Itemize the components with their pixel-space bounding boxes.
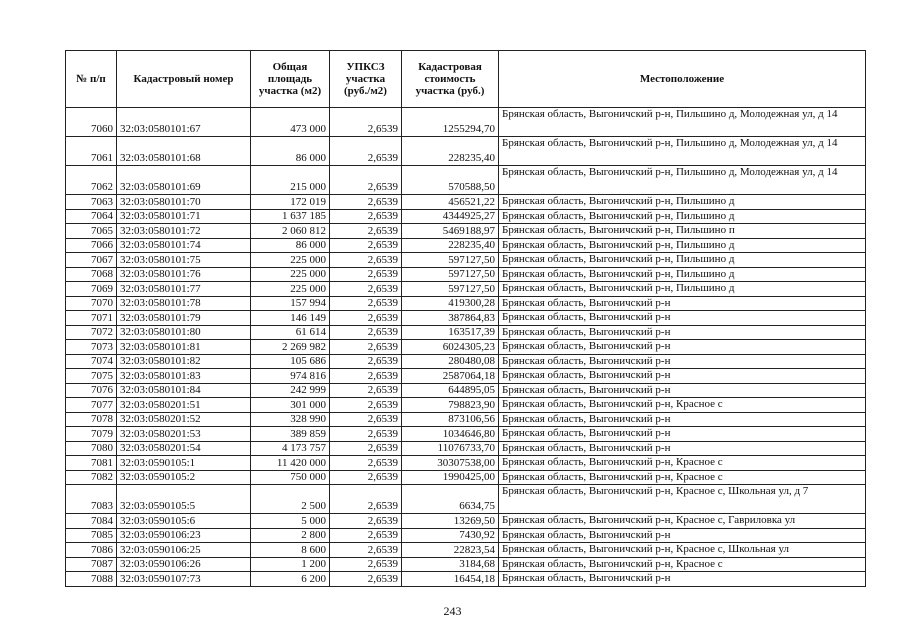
location-cell: Брянская область, Выгоничский р-н, Красное с (499, 398, 866, 413)
table-row (66, 311, 866, 326)
cadastral-number-cell: 32:03:0590106:26 (117, 557, 251, 572)
header-upksz: УПКСЗ участка (руб./м2) (330, 51, 402, 108)
row-number-cell: 7087 (66, 557, 117, 572)
upksz-cell: 2,6539 (330, 557, 402, 572)
table-row (66, 238, 866, 253)
row-number-cell: 7084 (66, 514, 117, 529)
header-area: Общая площадь участка (м2) (251, 51, 330, 108)
location-cell: Брянская область, Выгоничский р-н, Пильшино д (499, 238, 866, 253)
cadastral-cost-cell: 2587064,18 (402, 369, 499, 384)
cadastral-cost-cell: 6024305,23 (402, 340, 499, 355)
table-row (66, 267, 866, 282)
cadastral-cost-cell: 1034646,80 (402, 427, 499, 442)
table-row (66, 369, 866, 384)
location-cell: Брянская область, Выгоничский р-н (499, 354, 866, 369)
location-cell: Брянская область, Выгоничский р-н, Пильшино д, Молодежная ул, д 14 (499, 137, 866, 166)
area-cell: 11 420 000 (251, 456, 330, 471)
area-cell: 301 000 (251, 398, 330, 413)
area-cell: 172 019 (251, 195, 330, 210)
upksz-cell: 2,6539 (330, 108, 402, 137)
cadastral-number-cell: 32:03:0580101:72 (117, 224, 251, 239)
cadastral-number-cell: 32:03:0590105:2 (117, 470, 251, 485)
cadastral-cost-cell: 16454,18 (402, 572, 499, 587)
cadastral-cost-cell: 22823,54 (402, 543, 499, 558)
upksz-cell: 2,6539 (330, 325, 402, 340)
area-cell: 157 994 (251, 296, 330, 311)
area-cell: 1 200 (251, 557, 330, 572)
table-row (66, 470, 866, 485)
area-cell: 61 614 (251, 325, 330, 340)
cadastral-number-cell: 32:03:0580101:83 (117, 369, 251, 384)
upksz-cell: 2,6539 (330, 412, 402, 427)
upksz-cell: 2,6539 (330, 238, 402, 253)
upksz-cell: 2,6539 (330, 441, 402, 456)
area-cell: 1 637 185 (251, 209, 330, 224)
table-row (66, 398, 866, 413)
header-num: № п/п (66, 51, 117, 108)
row-number-cell: 7082 (66, 470, 117, 485)
cadastral-number-cell: 32:03:0580201:53 (117, 427, 251, 442)
cadastral-number-cell: 32:03:0580101:74 (117, 238, 251, 253)
upksz-cell: 2,6539 (330, 456, 402, 471)
upksz-cell: 2,6539 (330, 383, 402, 398)
area-cell: 389 859 (251, 427, 330, 442)
row-number-cell: 7066 (66, 238, 117, 253)
area-cell: 2 500 (251, 485, 330, 514)
cadastral-number-cell: 32:03:0580101:84 (117, 383, 251, 398)
cadastral-number-cell: 32:03:0580101:75 (117, 253, 251, 268)
cadastral-cost-cell: 597127,50 (402, 282, 499, 297)
table-row (66, 195, 866, 210)
row-number-cell: 7081 (66, 456, 117, 471)
cadastral-number-cell: 32:03:0580101:80 (117, 325, 251, 340)
upksz-cell: 2,6539 (330, 282, 402, 297)
cadastral-cost-cell: 1990425,00 (402, 470, 499, 485)
upksz-cell: 2,6539 (330, 209, 402, 224)
cadastral-number-cell: 32:03:0580201:52 (117, 412, 251, 427)
page-number: 243 (443, 604, 462, 618)
upksz-cell: 2,6539 (330, 572, 402, 587)
location-cell: Брянская область, Выгоничский р-н, Пильшино д, Молодежная ул, д 14 (499, 166, 866, 195)
area-cell: 2 060 812 (251, 224, 330, 239)
cadastral-number-cell: 32:03:0580201:54 (117, 441, 251, 456)
row-number-cell: 7072 (66, 325, 117, 340)
cadastral-number-cell: 32:03:0580101:69 (117, 166, 251, 195)
cadastral-number-cell: 32:03:0580101:79 (117, 311, 251, 326)
upksz-cell: 2,6539 (330, 543, 402, 558)
upksz-cell: 2,6539 (330, 195, 402, 210)
cadastral-cost-cell: 1255294,70 (402, 108, 499, 137)
upksz-cell: 2,6539 (330, 296, 402, 311)
cadastral-cost-cell: 7430,92 (402, 528, 499, 543)
cadastral-cost-cell: 597127,50 (402, 267, 499, 282)
area-cell: 8 600 (251, 543, 330, 558)
cadastral-number-cell: 32:03:0580201:51 (117, 398, 251, 413)
area-cell: 4 173 757 (251, 441, 330, 456)
location-cell: Брянская область, Выгоничский р-н, Красное с, Школьная ул (499, 543, 866, 558)
location-cell: Брянская область, Выгоничский р-н (499, 383, 866, 398)
upksz-cell: 2,6539 (330, 311, 402, 326)
table-row (66, 528, 866, 543)
table-row (66, 543, 866, 558)
cadastral-number-cell: 32:03:0580101:78 (117, 296, 251, 311)
cadastral-number-cell: 32:03:0580101:71 (117, 209, 251, 224)
table-body (66, 108, 866, 587)
upksz-cell: 2,6539 (330, 427, 402, 442)
table-row (66, 325, 866, 340)
row-number-cell: 7077 (66, 398, 117, 413)
table-row (66, 108, 866, 137)
cadastral-number-cell: 32:03:0580101:67 (117, 108, 251, 137)
table-row (66, 340, 866, 355)
table-row (66, 354, 866, 369)
area-cell: 225 000 (251, 267, 330, 282)
table-row (66, 166, 866, 195)
location-cell: Брянская область, Выгоничский р-н (499, 325, 866, 340)
location-cell: Брянская область, Выгоничский р-н (499, 296, 866, 311)
row-number-cell: 7067 (66, 253, 117, 268)
cadastral-cost-cell: 228235,40 (402, 238, 499, 253)
row-number-cell: 7064 (66, 209, 117, 224)
location-cell: Брянская область, Выгоничский р-н (499, 412, 866, 427)
table-row (66, 485, 866, 514)
cadastral-cost-cell: 570588,50 (402, 166, 499, 195)
row-number-cell: 7088 (66, 572, 117, 587)
row-number-cell: 7061 (66, 137, 117, 166)
cadastral-number-cell: 32:03:0580101:81 (117, 340, 251, 355)
cadastral-number-cell: 32:03:0590105:5 (117, 485, 251, 514)
cadastral-number-cell: 32:03:0580101:82 (117, 354, 251, 369)
location-cell: Брянская область, Выгоничский р-н (499, 528, 866, 543)
table-row (66, 572, 866, 587)
location-cell: Брянская область, Выгоничский р-н, Пильшино д (499, 282, 866, 297)
area-cell: 974 816 (251, 369, 330, 384)
row-number-cell: 7065 (66, 224, 117, 239)
location-cell: Брянская область, Выгоничский р-н, Красное с, Школьная ул, д 7 (499, 485, 866, 514)
cadastral-cost-cell: 280480,08 (402, 354, 499, 369)
table-row (66, 412, 866, 427)
header-cadastral-number: Кадастровый номер (117, 51, 251, 108)
upksz-cell: 2,6539 (330, 514, 402, 529)
table-row (66, 514, 866, 529)
location-cell: Брянская область, Выгоничский р-н (499, 441, 866, 456)
row-number-cell: 7068 (66, 267, 117, 282)
cadastral-number-cell: 32:03:0580101:70 (117, 195, 251, 210)
row-number-cell: 7070 (66, 296, 117, 311)
table-row (66, 456, 866, 471)
area-cell: 5 000 (251, 514, 330, 529)
location-cell: Брянская область, Выгоничский р-н (499, 572, 866, 587)
table-row (66, 224, 866, 239)
location-cell: Брянская область, Выгоничский р-н, Красное с (499, 456, 866, 471)
cadastral-cost-cell: 30307538,00 (402, 456, 499, 471)
upksz-cell: 2,6539 (330, 253, 402, 268)
row-number-cell: 7079 (66, 427, 117, 442)
location-cell: Брянская область, Выгоничский р-н, Пильшино д (499, 267, 866, 282)
table-row (66, 427, 866, 442)
cadastral-cost-cell: 873106,56 (402, 412, 499, 427)
location-cell: Брянская область, Выгоничский р-н, Красное с (499, 470, 866, 485)
location-cell: Брянская область, Выгоничский р-н, Пильшино д (499, 195, 866, 210)
area-cell: 473 000 (251, 108, 330, 137)
upksz-cell: 2,6539 (330, 354, 402, 369)
row-number-cell: 7085 (66, 528, 117, 543)
row-number-cell: 7080 (66, 441, 117, 456)
row-number-cell: 7076 (66, 383, 117, 398)
cadastral-number-cell: 32:03:0590105:1 (117, 456, 251, 471)
table-row (66, 209, 866, 224)
location-cell: Брянская область, Выгоничский р-н, Пильшино п (499, 224, 866, 239)
area-cell: 225 000 (251, 282, 330, 297)
area-cell: 750 000 (251, 470, 330, 485)
area-cell: 225 000 (251, 253, 330, 268)
cadastral-cost-cell: 4344925,27 (402, 209, 499, 224)
row-number-cell: 7069 (66, 282, 117, 297)
upksz-cell: 2,6539 (330, 137, 402, 166)
cadastral-number-cell: 32:03:0590105:6 (117, 514, 251, 529)
row-number-cell: 7063 (66, 195, 117, 210)
row-number-cell: 7071 (66, 311, 117, 326)
cadastral-number-cell: 32:03:0580101:68 (117, 137, 251, 166)
cadastral-cost-cell: 13269,50 (402, 514, 499, 529)
header-location: Местоположение (499, 51, 866, 108)
table-row (66, 383, 866, 398)
cadastral-cost-cell: 419300,28 (402, 296, 499, 311)
area-cell: 242 999 (251, 383, 330, 398)
cadastral-cost-cell: 644895,05 (402, 383, 499, 398)
cadastral-cost-cell: 597127,50 (402, 253, 499, 268)
cadastral-cost-cell: 798823,90 (402, 398, 499, 413)
area-cell: 215 000 (251, 166, 330, 195)
table-row (66, 253, 866, 268)
table-row (66, 282, 866, 297)
area-cell: 86 000 (251, 137, 330, 166)
location-cell: Брянская область, Выгоничский р-н, Пильшино д (499, 209, 866, 224)
table-row (66, 441, 866, 456)
table-row (66, 557, 866, 572)
upksz-cell: 2,6539 (330, 528, 402, 543)
cadastral-cost-cell: 228235,40 (402, 137, 499, 166)
table-row (66, 296, 866, 311)
row-number-cell: 7073 (66, 340, 117, 355)
area-cell: 328 990 (251, 412, 330, 427)
row-number-cell: 7062 (66, 166, 117, 195)
cadastral-cost-cell: 163517,39 (402, 325, 499, 340)
row-number-cell: 7060 (66, 108, 117, 137)
row-number-cell: 7086 (66, 543, 117, 558)
cadastral-cost-cell: 387864,83 (402, 311, 499, 326)
cadastral-cost-cell: 3184,68 (402, 557, 499, 572)
cadastral-cost-cell: 11076733,70 (402, 441, 499, 456)
upksz-cell: 2,6539 (330, 485, 402, 514)
location-cell: Брянская область, Выгоничский р-н, Пильшино д, Молодежная ул, д 14 (499, 108, 866, 137)
area-cell: 6 200 (251, 572, 330, 587)
cadastral-number-cell: 32:03:0580101:77 (117, 282, 251, 297)
upksz-cell: 2,6539 (330, 470, 402, 485)
cadastral-cost-cell: 456521,22 (402, 195, 499, 210)
row-number-cell: 7083 (66, 485, 117, 514)
location-cell: Брянская область, Выгоничский р-н, Красное с, Гавриловка ул (499, 514, 866, 529)
cadastral-number-cell: 32:03:0590107:73 (117, 572, 251, 587)
cadastral-cost-cell: 6634,75 (402, 485, 499, 514)
area-cell: 86 000 (251, 238, 330, 253)
row-number-cell: 7078 (66, 412, 117, 427)
cadastral-number-cell: 32:03:0590106:23 (117, 528, 251, 543)
area-cell: 2 800 (251, 528, 330, 543)
table-header-row (66, 51, 866, 108)
cadastral-table (65, 50, 866, 587)
cadastral-number-cell: 32:03:0590106:25 (117, 543, 251, 558)
row-number-cell: 7074 (66, 354, 117, 369)
location-cell: Брянская область, Выгоничский р-н, Красное с (499, 557, 866, 572)
header-cadastral-cost: Кадастровая стоимость участка (руб.) (402, 51, 499, 108)
area-cell: 2 269 982 (251, 340, 330, 355)
area-cell: 146 149 (251, 311, 330, 326)
upksz-cell: 2,6539 (330, 224, 402, 239)
area-cell: 105 686 (251, 354, 330, 369)
row-number-cell: 7075 (66, 369, 117, 384)
upksz-cell: 2,6539 (330, 267, 402, 282)
table-row (66, 137, 866, 166)
upksz-cell: 2,6539 (330, 369, 402, 384)
cadastral-cost-cell: 5469188,97 (402, 224, 499, 239)
upksz-cell: 2,6539 (330, 398, 402, 413)
location-cell: Брянская область, Выгоничский р-н (499, 427, 866, 442)
location-cell: Брянская область, Выгоничский р-н (499, 311, 866, 326)
upksz-cell: 2,6539 (330, 166, 402, 195)
cadastral-number-cell: 32:03:0580101:76 (117, 267, 251, 282)
location-cell: Брянская область, Выгоничский р-н (499, 369, 866, 384)
location-cell: Брянская область, Выгоничский р-н, Пильшино д (499, 253, 866, 268)
location-cell: Брянская область, Выгоничский р-н (499, 340, 866, 355)
upksz-cell: 2,6539 (330, 340, 402, 355)
